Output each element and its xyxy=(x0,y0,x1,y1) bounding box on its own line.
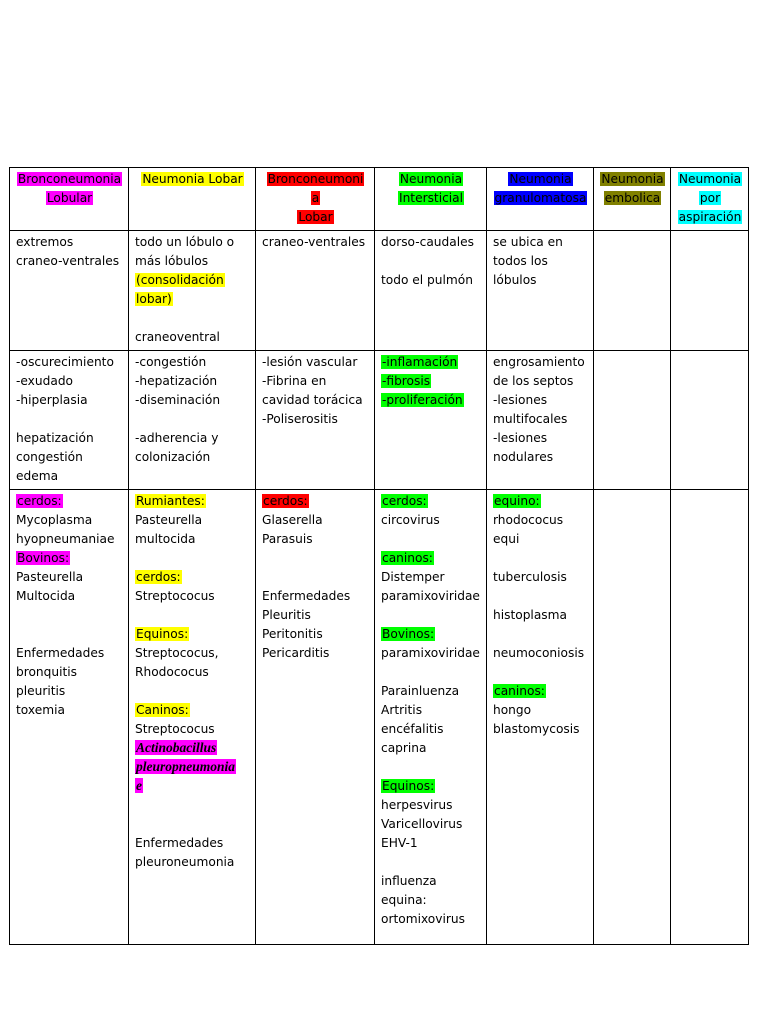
cell-text: bronquitis xyxy=(16,665,78,679)
header-highlight: Bronconeumoni xyxy=(267,172,364,186)
cell-text: ortomixovirus xyxy=(381,912,465,926)
cell-text: Peritonitis xyxy=(262,627,323,641)
cell-text: Rhodococus xyxy=(135,665,209,679)
header-text-line xyxy=(600,170,665,189)
highlighted-label: (consolidación xyxy=(136,273,224,287)
cell-text-line xyxy=(381,353,481,372)
highlighted-label: caninos: xyxy=(382,551,433,565)
cell-text: circovirus xyxy=(381,513,440,527)
cell-text-line xyxy=(16,233,123,252)
cell-text-line xyxy=(381,606,481,625)
cell-text-line xyxy=(16,467,123,486)
column-header-0 xyxy=(10,168,129,231)
cell-text: craneo-ventrales xyxy=(262,235,366,249)
cell-text-line xyxy=(493,625,588,644)
cell-r2-c5 xyxy=(594,351,671,490)
cell-text-line xyxy=(16,429,123,448)
cell-text: Mycoplasma xyxy=(16,513,93,527)
cell-text-line xyxy=(493,233,588,252)
cell-text-line xyxy=(381,625,481,644)
highlighted-label: caninos: xyxy=(494,684,545,698)
header-highlight: Intersticial xyxy=(398,191,464,205)
cell-text: edema xyxy=(16,469,59,483)
cell-text-line xyxy=(135,233,250,252)
lesions-row xyxy=(10,351,749,490)
cell-r3-c4 xyxy=(487,490,594,945)
cell-text-line xyxy=(493,372,588,391)
cell-text-line xyxy=(381,720,481,739)
cell-text-line xyxy=(381,372,481,391)
cell-text: de los septos xyxy=(493,374,574,388)
cell-text: pleuroneumonia xyxy=(135,855,235,869)
highlighted-label: cerdos: xyxy=(136,570,181,584)
cell-text-line xyxy=(493,530,588,549)
agents-row xyxy=(10,490,749,945)
highlighted-label: -inflamación xyxy=(382,355,458,369)
column-header-3 xyxy=(375,168,487,231)
highlighted-label: pleuropneumonia xyxy=(136,759,236,774)
highlighted-label: e xyxy=(136,778,142,793)
cell-text: Pleuritis xyxy=(262,608,311,622)
cell-text-line xyxy=(381,530,481,549)
cell-text-line xyxy=(493,271,588,290)
cell-text-line xyxy=(381,796,481,815)
cell-text: caprina xyxy=(381,741,427,755)
highlighted-label: cerdos: xyxy=(17,494,62,508)
location-row xyxy=(10,231,749,351)
cell-text: cavidad torácica xyxy=(262,393,363,407)
cell-text-line xyxy=(16,530,123,549)
cell-text: neumoconiosis xyxy=(493,646,585,660)
cell-text-line xyxy=(262,511,369,530)
cell-text-line xyxy=(135,834,250,853)
cell-text-line xyxy=(262,233,369,252)
cell-r1-c6 xyxy=(671,231,749,351)
header-text-line xyxy=(677,208,743,227)
pneumonia-classification-table xyxy=(9,167,749,945)
cell-text-line xyxy=(381,549,481,568)
header-highlight: aspiración xyxy=(678,210,742,224)
highlighted-label: Rumiantes: xyxy=(136,494,205,508)
header-highlight: Neumonia Lobar xyxy=(142,172,243,186)
cell-text-line xyxy=(262,625,369,644)
cell-text-line xyxy=(135,391,250,410)
cell-text: influenza xyxy=(381,874,437,888)
cell-text: Streptococus xyxy=(135,722,215,736)
cell-text-line xyxy=(493,353,588,372)
cell-text: todo el pulmón xyxy=(381,273,473,287)
cell-r1-c4 xyxy=(487,231,594,351)
cell-text: encéfalitis xyxy=(381,722,444,736)
cell-text-line xyxy=(135,682,250,701)
cell-text-line xyxy=(493,549,588,568)
cell-text-line xyxy=(135,720,250,739)
highlighted-label: Actinobacillus xyxy=(136,740,217,755)
cell-r3-c2 xyxy=(256,490,375,945)
cell-text-line xyxy=(493,663,588,682)
cell-text: todos los xyxy=(493,254,548,268)
cell-text-line xyxy=(381,271,481,290)
header-text-line xyxy=(262,189,369,208)
cell-text-line xyxy=(135,448,250,467)
cell-text: extremos xyxy=(16,235,74,249)
cell-text: Streptococus, xyxy=(135,646,219,660)
cell-text-line xyxy=(16,410,123,429)
cell-text-line xyxy=(262,372,369,391)
cell-text: histoplasma xyxy=(493,608,567,622)
cell-text: Glaserella xyxy=(262,513,323,527)
cell-text-line xyxy=(135,815,250,834)
cell-text-line xyxy=(493,701,588,720)
cell-text: Enfermedades xyxy=(135,836,224,850)
cell-text-line xyxy=(381,739,481,758)
cell-r1-c2 xyxy=(256,231,375,351)
cell-text: dorso-caudales xyxy=(381,235,474,249)
highlighted-label: cerdos: xyxy=(263,494,308,508)
header-highlight: por xyxy=(699,191,721,205)
cell-text: EHV-1 xyxy=(381,836,418,850)
highlighted-label: Bovinos: xyxy=(17,551,70,565)
cell-text-line xyxy=(135,511,250,530)
header-highlight: Neumonia xyxy=(601,172,664,186)
cell-text-line xyxy=(381,815,481,834)
header-text-line xyxy=(262,208,369,227)
cell-text-line xyxy=(16,391,123,410)
cell-text: Parainluenza xyxy=(381,684,460,698)
cell-r3-c0 xyxy=(10,490,129,945)
cell-text-line xyxy=(381,758,481,777)
cell-text: Multocida xyxy=(16,589,76,603)
cell-text: -lesiones xyxy=(493,431,548,445)
cell-text: craneoventral xyxy=(135,330,220,344)
cell-r3-c3 xyxy=(375,490,487,945)
cell-r2-c2 xyxy=(256,351,375,490)
cell-text: rhodococus xyxy=(493,513,564,527)
cell-text-line xyxy=(262,606,369,625)
highlighted-label: equino: xyxy=(494,494,540,508)
cell-text-line xyxy=(262,530,369,549)
header-text-line xyxy=(493,189,588,208)
cell-text-line xyxy=(135,663,250,682)
cell-r2-c4 xyxy=(487,351,594,490)
cell-text-line xyxy=(493,511,588,530)
cell-text-line xyxy=(16,549,123,568)
cell-text-line xyxy=(493,429,588,448)
cell-text: -lesiones xyxy=(493,393,548,407)
cell-text: toxemia xyxy=(16,703,65,717)
cell-text-line xyxy=(493,410,588,429)
cell-text-line xyxy=(135,625,250,644)
cell-text: craneo-ventrales xyxy=(16,254,120,268)
cell-text-line xyxy=(135,606,250,625)
cell-text-line xyxy=(381,252,481,271)
cell-text: Pasteurella xyxy=(16,570,84,584)
cell-text: hepatización xyxy=(16,431,94,445)
cell-r3-c5 xyxy=(594,490,671,945)
header-text-line xyxy=(493,170,588,189)
cell-text-line xyxy=(381,777,481,796)
cell-text: equina: xyxy=(381,893,427,907)
cell-text: paramixoviridae xyxy=(381,646,480,660)
header-text-line xyxy=(677,170,743,189)
cell-text: se ubica en xyxy=(493,235,563,249)
header-highlight: Bronconeumonia xyxy=(17,172,122,186)
column-header-4 xyxy=(487,168,594,231)
cell-text-line xyxy=(135,758,250,777)
cell-text-line xyxy=(135,853,250,872)
cell-text-line xyxy=(16,372,123,391)
cell-text: hyopneumaniae xyxy=(16,532,115,546)
cell-text: engrosamiento xyxy=(493,355,585,369)
header-highlight: a xyxy=(311,191,320,205)
cell-text: paramixoviridae xyxy=(381,589,480,603)
cell-text-line xyxy=(135,372,250,391)
header-text-line xyxy=(16,170,123,189)
cell-text: nodulares xyxy=(493,450,554,464)
cell-text-line xyxy=(16,448,123,467)
cell-text: herpesvirus xyxy=(381,798,453,812)
cell-text-line xyxy=(262,568,369,587)
cell-text-line xyxy=(493,252,588,271)
cell-text-line xyxy=(493,682,588,701)
header-highlight: Neumonia xyxy=(509,172,572,186)
cell-text: equi xyxy=(493,532,520,546)
cell-text: -lesión vascular xyxy=(262,355,358,369)
cell-text: Streptococus xyxy=(135,589,215,603)
column-header-2 xyxy=(256,168,375,231)
header-highlight: Lobular xyxy=(46,191,93,205)
cell-text: -Poliserositis xyxy=(262,412,338,426)
cell-text-line xyxy=(493,568,588,587)
cell-text-line xyxy=(381,511,481,530)
cell-text-line xyxy=(381,853,481,872)
cell-text-line xyxy=(493,448,588,467)
cell-text: Enfermedades xyxy=(16,646,105,660)
cell-text: -diseminación xyxy=(135,393,221,407)
cell-text: Pasteurella xyxy=(135,513,203,527)
header-text-line xyxy=(677,189,743,208)
column-header-1 xyxy=(129,168,256,231)
cell-text-line xyxy=(135,429,250,448)
cell-text: multifocales xyxy=(493,412,568,426)
header-highlight: embolica xyxy=(604,191,661,205)
cell-text: Pericarditis xyxy=(262,646,330,660)
cell-text-line xyxy=(381,391,481,410)
header-highlight: Neumonia xyxy=(399,172,463,186)
cell-text-line xyxy=(262,353,369,372)
cell-text-line xyxy=(16,568,123,587)
cell-text-line xyxy=(262,587,369,606)
highlighted-label: Equinos: xyxy=(382,779,435,793)
cell-text: -exudado xyxy=(16,374,74,388)
cell-text: Artritis xyxy=(381,703,423,717)
highlighted-label: Bovinos: xyxy=(382,627,435,641)
cell-text: colonización xyxy=(135,450,211,464)
header-highlight: Lobar xyxy=(298,210,333,224)
cell-text-line xyxy=(135,701,250,720)
cell-text-line xyxy=(493,391,588,410)
cell-text-line xyxy=(135,492,250,511)
cell-text: congestión xyxy=(16,450,83,464)
cell-text-line xyxy=(381,663,481,682)
cell-text-line xyxy=(262,391,369,410)
cell-text: hongo xyxy=(493,703,532,717)
cell-text: pleuritis xyxy=(16,684,66,698)
header-text-line xyxy=(381,189,481,208)
cell-text-line xyxy=(135,549,250,568)
cell-r2-c1 xyxy=(129,351,256,490)
header-row xyxy=(10,168,749,231)
header-text-line xyxy=(262,170,369,189)
cell-text-line xyxy=(493,587,588,606)
cell-text-line xyxy=(135,410,250,429)
cell-text-line xyxy=(16,492,123,511)
cell-text-line xyxy=(135,328,250,347)
highlighted-label: -proliferación xyxy=(382,393,463,407)
cell-text-line xyxy=(135,777,250,796)
cell-text-line xyxy=(493,644,588,663)
header-text-line xyxy=(600,189,665,208)
cell-text-line xyxy=(135,530,250,549)
cell-text-line xyxy=(381,492,481,511)
cell-text: -adherencia y xyxy=(135,431,219,445)
header-text-line xyxy=(381,170,481,189)
header-text-line xyxy=(16,189,123,208)
cell-text-line xyxy=(135,587,250,606)
cell-text-line xyxy=(135,309,250,328)
column-header-6 xyxy=(671,168,749,231)
highlighted-label: Equinos: xyxy=(136,627,189,641)
cell-text-line xyxy=(16,663,123,682)
cell-text-line xyxy=(262,492,369,511)
cell-text-line xyxy=(381,891,481,910)
cell-text: -hiperplasia xyxy=(16,393,88,407)
cell-text-line xyxy=(16,701,123,720)
cell-r1-c0 xyxy=(10,231,129,351)
cell-r2-c0 xyxy=(10,351,129,490)
cell-text-line xyxy=(381,872,481,891)
cell-text-line xyxy=(381,910,481,929)
cell-text: -hepatización xyxy=(135,374,218,388)
cell-text-line xyxy=(135,796,250,815)
cell-text-line xyxy=(262,410,369,429)
cell-text: Distemper xyxy=(381,570,445,584)
highlighted-label: -fibrosis xyxy=(382,374,431,388)
cell-text: más lóbulos xyxy=(135,254,209,268)
cell-text-line xyxy=(16,625,123,644)
highlighted-label: Caninos: xyxy=(136,703,189,717)
cell-text-line xyxy=(493,720,588,739)
cell-text-line xyxy=(16,353,123,372)
cell-text-line xyxy=(381,701,481,720)
cell-text: tuberculosis xyxy=(493,570,567,584)
highlighted-label: lobar) xyxy=(136,292,172,306)
cell-text: blastomycosis xyxy=(493,722,580,736)
cell-text-line xyxy=(381,644,481,663)
cell-text-line xyxy=(16,606,123,625)
cell-text: -Fibrina en xyxy=(262,374,327,388)
cell-r3-c1 xyxy=(129,490,256,945)
cell-text: -oscurecimiento xyxy=(16,355,114,369)
cell-text-line xyxy=(135,271,250,290)
header-highlight: granulomatosa xyxy=(494,191,587,205)
cell-text-line xyxy=(381,682,481,701)
cell-text-line xyxy=(493,492,588,511)
cell-text-line xyxy=(135,353,250,372)
cell-text-line xyxy=(16,252,123,271)
cell-text-line xyxy=(135,644,250,663)
column-header-5 xyxy=(594,168,671,231)
cell-text: Parasuis xyxy=(262,532,313,546)
cell-text-line xyxy=(381,834,481,853)
cell-text-line xyxy=(262,644,369,663)
header-highlight: Neumonia xyxy=(678,172,742,186)
cell-text-line xyxy=(381,233,481,252)
cell-r1-c1 xyxy=(129,231,256,351)
cell-text-line xyxy=(16,511,123,530)
cell-text-line xyxy=(493,606,588,625)
cell-text-line xyxy=(135,290,250,309)
cell-text: Enfermedades xyxy=(262,589,351,603)
cell-text-line xyxy=(135,739,250,758)
cell-text: todo un lóbulo o xyxy=(135,235,235,249)
cell-r3-c6 xyxy=(671,490,749,945)
highlighted-label: cerdos: xyxy=(382,494,427,508)
cell-text-line xyxy=(135,252,250,271)
cell-r2-c3 xyxy=(375,351,487,490)
cell-r2-c6 xyxy=(671,351,749,490)
cell-text-line xyxy=(262,549,369,568)
cell-text: Varicellovirus xyxy=(381,817,463,831)
cell-text: -congestión xyxy=(135,355,207,369)
cell-text-line xyxy=(381,587,481,606)
cell-text: multocida xyxy=(135,532,196,546)
cell-r1-c3 xyxy=(375,231,487,351)
cell-text: lóbulos xyxy=(493,273,537,287)
cell-r1-c5 xyxy=(594,231,671,351)
cell-text-line xyxy=(381,568,481,587)
cell-text-line xyxy=(16,644,123,663)
header-text-line xyxy=(135,170,250,189)
cell-text-line xyxy=(135,568,250,587)
cell-text-line xyxy=(16,587,123,606)
cell-text-line xyxy=(16,682,123,701)
